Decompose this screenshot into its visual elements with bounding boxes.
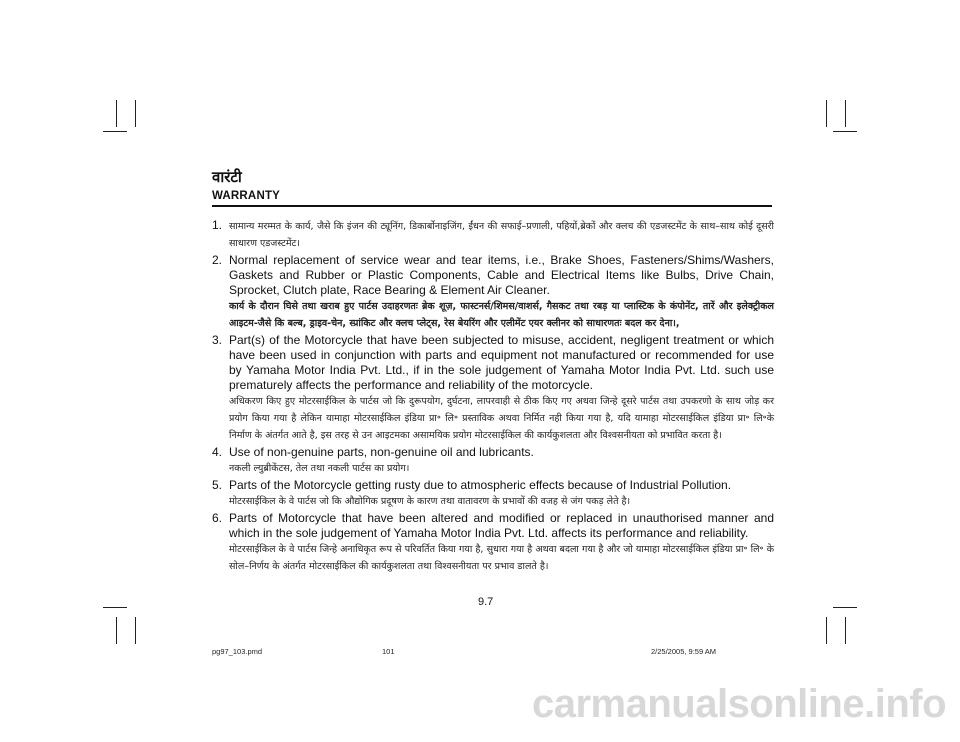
title-divider — [212, 205, 772, 207]
crop-mark — [845, 617, 846, 644]
item-english-text: Parts of the Motorcycle getting rusty due to atmospheric effects because of Industrial Pollution. — [229, 478, 732, 492]
item-hindi-text: मोटरसाईकिल के वे पार्टस जो कि औद्योगिक प्रदूषण के कारण तथा वातावरण के प्रभावों की वजह से जंग पकड़ लेते है। — [229, 496, 631, 507]
item-hindi-text: कार्य के दौरान घिसे तथा खराब हुए पार्टस उदाहरणतः ब्रेक शूज़, फास्टनर्स/शिमस/वाशर्स, गैसकट तथा रबड़ या प्लास्टिक के कंपोनेंट, तारें और इलेक्ट्रीकल आइटम-जैसे कि बल्ब, ड्राइव-चेन, स्प्रांकिट और क्लच प्लेट्स, रेस बेयरिंग और एलीमेंट एयर क्लीनर को साधारणतः बदल कर देना।, — [229, 301, 774, 329]
crop-mark — [833, 607, 857, 608]
footer-filename: pg97_103.pmd — [212, 647, 263, 656]
crop-mark — [826, 100, 827, 127]
watermark: carmanualsonline.info — [531, 682, 946, 726]
crop-mark — [116, 617, 117, 644]
crop-mark — [135, 100, 136, 127]
item-hindi-text: नकली ल्युब्रीकेंटस, तेल तथा नकली पार्टस का प्रयोग। — [229, 463, 410, 474]
page-number: 9.7 — [478, 596, 494, 608]
crop-mark — [103, 131, 127, 132]
item-english-text: Parts of Motorcycle that have been altered and modified or replaced in unauthorised manner and which in the sole judgement of Yamaha Motor India Pvt. Ltd. affects its performance and reliability. — [229, 511, 774, 540]
page-title-hindi: वारंटी — [212, 168, 242, 186]
item-hindi-text: सामान्य मरम्मत के कार्य, जैसे कि इंजन की ट्यूनिंग, डिकार्बोनाइजिंग, ईंधन की सफाई–प्रणाली, पहियों,ब्रेकों और क्लच की एडजस्टमेंट के साथ–साथ कोई दूसरी साधारण एडजस्टमेंट। — [229, 221, 774, 249]
crop-mark — [116, 100, 117, 127]
item-number: 3. — [212, 333, 223, 347]
heading-block — [212, 168, 772, 207]
item-number: 4. — [212, 445, 223, 459]
item-number: 2. — [212, 253, 223, 267]
crop-mark — [135, 617, 136, 644]
item-english-text: Normal replacement of service wear and tear items, i.e., Brake Shoes, Fasteners/Shims/Washers, Gaskets and Rubber or Plastic Components, Cable and Electrical Items like Bulbs, Drive Chain, Sprocket, Clutch plate, Race Bearing & Element Air Cleaner. — [229, 253, 774, 297]
list-item — [212, 253, 774, 332]
item-number: 5. — [212, 478, 223, 492]
list-item — [212, 445, 774, 477]
list-item — [212, 218, 774, 252]
list-item — [212, 478, 774, 510]
item-number: 1. — [212, 218, 223, 232]
crop-mark — [845, 100, 846, 127]
crop-mark — [833, 131, 857, 132]
list-item — [212, 511, 774, 575]
warranty-exclusion-list — [212, 218, 774, 576]
crop-mark — [826, 617, 827, 644]
item-hindi-text: अधिकरण किए हुए मोटरसाईकिल के पार्टस जो कि दुरूपयोग, दुर्घटना, लापरवाही से ठीक किए गए अथवा जिन्हे दूसरे पार्टस तथा उपकरणो के साथ जोड़ कर प्रयोग किया गया है लेकिन यामाहा मोटरसाईकिल इंडिया प्रा॰ लि॰ प्रस्ताविक अथवा निर्मित नही किया गया है, यदि यामाहा मोटरसाईकिल इंडिया प्रा॰ लि॰के निर्माण के अंतर्गत आते है, इस तरह से उन आइटमका असामयिक प्रयोग मोटरसाईकिल की कार्यकुशलता और विश्वसनीयता को प्रभावित करता है। — [229, 396, 774, 441]
item-english-text: Use of non-genuine parts, non-genuine oil and lubricants. — [229, 445, 534, 459]
item-hindi-text: मोटरसाईकिल के वे पार्टस जिन्हे अनाधिकृत रूप से परिवर्तित किया गया है, सुधारा गया है अथवा बदला गया है और जो यामाहा मोटरसाईकिल इंडिया प्रा॰ लि॰ के सोल–निर्णय के अंतर्गत मोटरसाईकिल की कार्यकुशलता तथा विश्वसनीयता पर प्रभाव डालते है। — [229, 544, 774, 572]
crop-mark — [103, 607, 127, 608]
item-number: 6. — [212, 511, 223, 525]
footer-datetime: 2/25/2005, 9:59 AM — [651, 647, 717, 656]
list-item — [212, 333, 774, 444]
item-english-text: Part(s) of the Motorcycle that have been subjected to misuse, accident, negligent treatment or which have been used in conjunction with parts and equipment not manufactured or recommended for use by Yamaha Motor India Pvt. Ltd., if in the sole judgement of Yamaha Motor India Pvt. Ltd. such use prematurely affects the performance and reliability of the motorcycle. — [229, 333, 774, 392]
page-title-english: WARRANTY — [212, 190, 281, 202]
footer-sheet-number: 101 — [382, 647, 395, 656]
